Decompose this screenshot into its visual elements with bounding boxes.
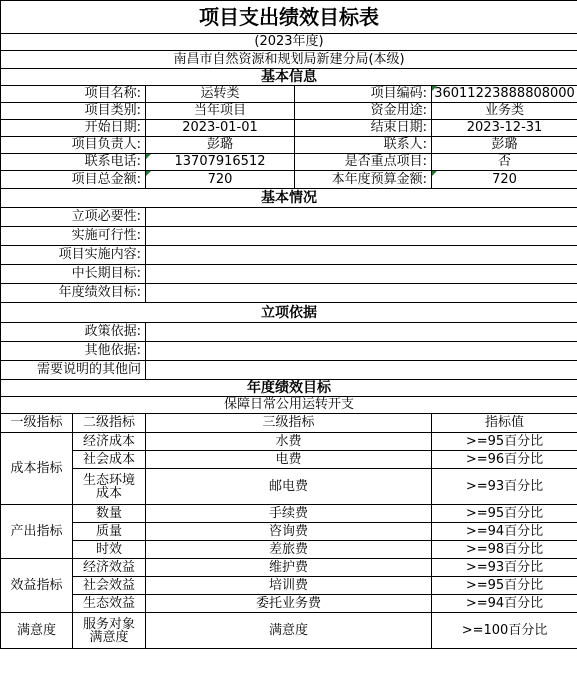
header-value: 指标值 bbox=[432, 414, 577, 433]
total-amount-label: 项目总金额: bbox=[1, 171, 146, 189]
table-row bbox=[1, 505, 577, 523]
other-basis-value bbox=[146, 342, 577, 361]
level2-line2: 成本 bbox=[95, 485, 122, 501]
unit-name: 南昌市自然资源和规划局新建分局(本级) bbox=[1, 51, 577, 69]
section-basic-situation: 基本情况 bbox=[1, 189, 577, 208]
level3-cell: 差旅费 bbox=[146, 541, 432, 559]
table-row bbox=[1, 595, 577, 613]
level2-line1: 生态环境 bbox=[82, 472, 135, 488]
level3-cell: 委托业务费 bbox=[146, 595, 432, 613]
value-cell: >=100百分比 bbox=[432, 613, 577, 649]
midlong-target-label: 中长期目标: bbox=[1, 265, 146, 284]
end-date-value: 2023-12-31 bbox=[432, 120, 577, 137]
value-cell: >=93百分比 bbox=[432, 469, 577, 505]
level3-cell: 咨询费 bbox=[146, 523, 432, 541]
total-amount-value: 720 bbox=[146, 171, 295, 189]
purpose-label: 资金用途: bbox=[295, 103, 432, 120]
level3-cell: 电费 bbox=[146, 451, 432, 469]
section-basic-info: 基本信息 bbox=[1, 69, 577, 86]
group-cost: 成本指标 bbox=[1, 433, 73, 505]
level3-cell: 邮电费 bbox=[146, 469, 432, 505]
category-value: 当年项目 bbox=[146, 103, 295, 120]
other-notes-label: 需要说明的其他问 bbox=[1, 361, 146, 380]
purpose-value: 业务类 bbox=[432, 103, 577, 120]
table-row bbox=[1, 433, 577, 451]
level2-cell: 质量 bbox=[73, 523, 146, 541]
level3-cell: 满意度 bbox=[146, 613, 432, 649]
table-row bbox=[1, 451, 577, 469]
level2-cell: 经济成本 bbox=[73, 433, 146, 451]
level2-cell: 生态效益 bbox=[73, 595, 146, 613]
start-date-value: 2023-01-01 bbox=[146, 120, 295, 137]
table-row bbox=[1, 559, 577, 577]
feasibility-label: 实施可行性: bbox=[1, 227, 146, 246]
header-level3: 三级指标 bbox=[146, 414, 432, 433]
project-code-label: 项目编码: bbox=[295, 86, 432, 103]
level2-cell: 时效 bbox=[73, 541, 146, 559]
table-row bbox=[1, 613, 577, 649]
key-project-label: 是否重点项目: bbox=[295, 154, 432, 171]
content-label: 项目实施内容: bbox=[1, 246, 146, 265]
group-benefit: 效益指标 bbox=[1, 559, 73, 613]
policy-basis-value bbox=[146, 323, 577, 342]
value-cell: >=94百分比 bbox=[432, 595, 577, 613]
level2-cell: 社会效益 bbox=[73, 577, 146, 595]
level3-cell: 培训费 bbox=[146, 577, 432, 595]
project-name-value: 运转类 bbox=[146, 86, 295, 103]
value-cell: >=94百分比 bbox=[432, 523, 577, 541]
budget-amount-value: 720 bbox=[432, 171, 577, 189]
phone-label: 联系电话: bbox=[1, 154, 146, 171]
phone-value: 13707916512 bbox=[146, 154, 295, 171]
annual-target-value bbox=[146, 284, 577, 303]
fiscal-year: (2023年度) bbox=[1, 34, 577, 51]
start-date-label: 开始日期: bbox=[1, 120, 146, 137]
sheet-title: 项目支出绩效目标表 bbox=[1, 1, 577, 34]
policy-basis-label: 政策依据: bbox=[1, 323, 146, 342]
content-value bbox=[146, 246, 577, 265]
value-cell: >=98百分比 bbox=[432, 541, 577, 559]
necessity-value bbox=[146, 208, 577, 227]
project-code-value: 36011223888808000 bbox=[432, 86, 577, 103]
necessity-label: 立项必要性: bbox=[1, 208, 146, 227]
value-cell: >=93百分比 bbox=[432, 559, 577, 577]
section-annual-target: 年度绩效目标 bbox=[1, 380, 577, 397]
level2-line2: 满意度 bbox=[89, 629, 129, 645]
value-cell: >=95百分比 bbox=[432, 577, 577, 595]
level3-cell: 维护费 bbox=[146, 559, 432, 577]
end-date-label: 结束日期: bbox=[295, 120, 432, 137]
header-level1: 一级指标 bbox=[1, 414, 73, 433]
feasibility-value bbox=[146, 227, 577, 246]
owner-value: 彭璐 bbox=[146, 137, 295, 154]
table-row bbox=[1, 577, 577, 595]
level2-cell: 社会成本 bbox=[73, 451, 146, 469]
value-cell: >=95百分比 bbox=[432, 433, 577, 451]
group-output: 产出指标 bbox=[1, 505, 73, 559]
table-row bbox=[1, 541, 577, 559]
key-project-value: 否 bbox=[432, 154, 577, 171]
annual-target-label: 年度绩效目标: bbox=[1, 284, 146, 303]
value-cell: >=95百分比 bbox=[432, 505, 577, 523]
level3-cell: 水费 bbox=[146, 433, 432, 451]
section-basis: 立项依据 bbox=[1, 303, 577, 323]
level2-cell-service bbox=[73, 613, 146, 649]
level2-line1: 服务对象 bbox=[82, 616, 135, 632]
project-name-label: 项目名称: bbox=[1, 86, 146, 103]
header-level2: 二级指标 bbox=[73, 414, 146, 433]
contact-value: 彭璐 bbox=[432, 137, 577, 154]
other-basis-label: 其他依据: bbox=[1, 342, 146, 361]
table-row bbox=[1, 523, 577, 541]
owner-label: 项目负责人: bbox=[1, 137, 146, 154]
annual-target-text: 保障日常公用运转开支 bbox=[1, 397, 577, 414]
level2-cell: 经济效益 bbox=[73, 559, 146, 577]
other-notes-value bbox=[146, 361, 577, 380]
contact-label: 联系人: bbox=[295, 137, 432, 154]
table-row bbox=[1, 469, 577, 505]
value-cell: >=96百分比 bbox=[432, 451, 577, 469]
budget-amount-label: 本年度预算金额: bbox=[295, 171, 432, 189]
midlong-target-value bbox=[146, 265, 577, 284]
level3-cell: 手续费 bbox=[146, 505, 432, 523]
category-label: 项目类别: bbox=[1, 103, 146, 120]
level2-cell: 数量 bbox=[73, 505, 146, 523]
group-satisfaction: 满意度 bbox=[1, 613, 73, 649]
level2-cell-eco-env bbox=[73, 469, 146, 505]
